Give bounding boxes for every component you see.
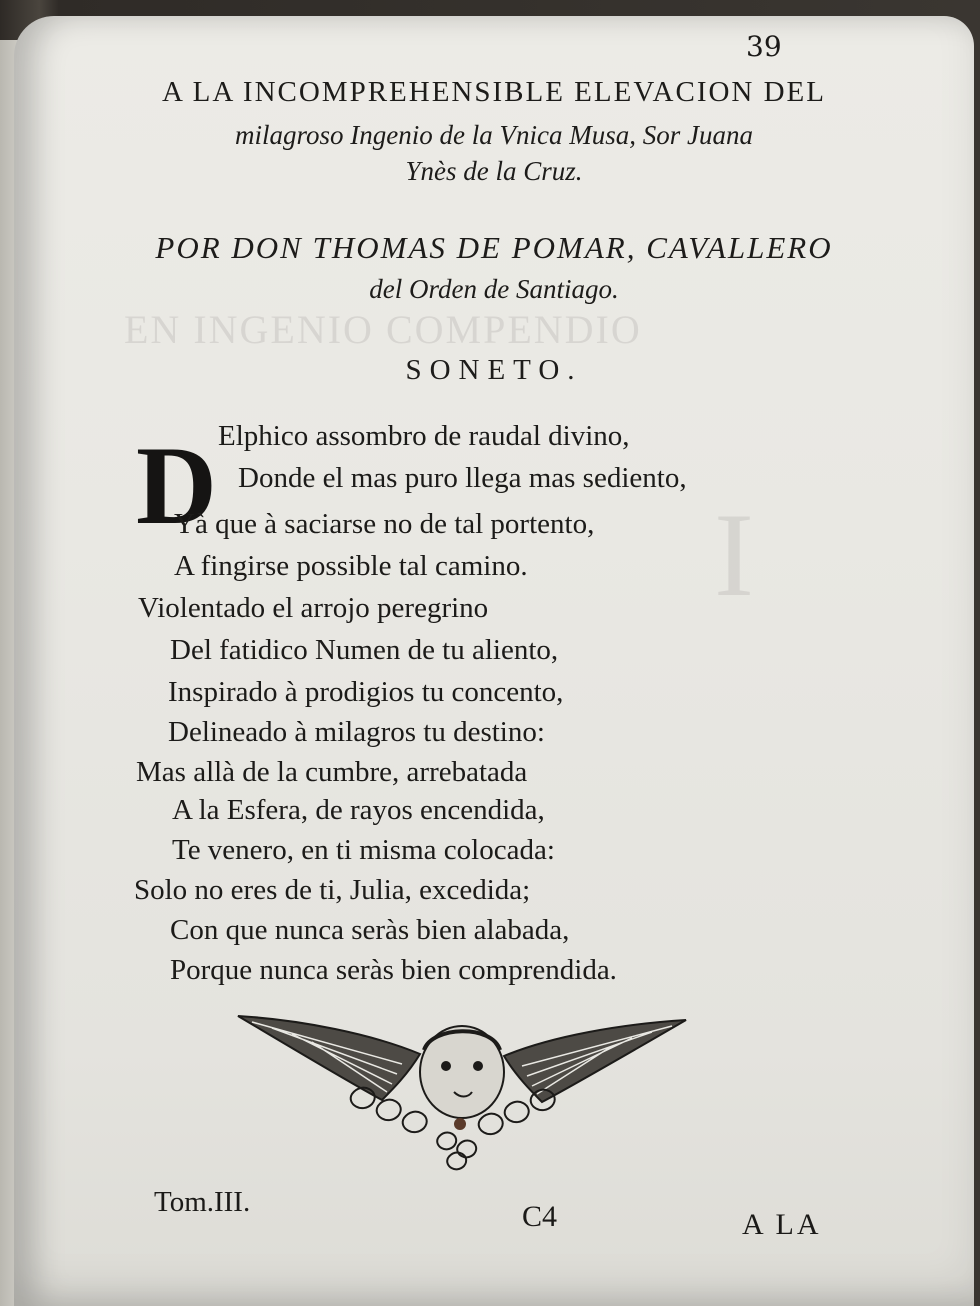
volume-signature: Tom.III.: [154, 1186, 251, 1218]
poem-line: Delineado à milagros tu destino:: [168, 716, 545, 748]
poem-line: Mas allà de la cumbre, arrebatada: [136, 756, 528, 788]
show-through-text: EN INGENIO COMPENDIO: [124, 307, 642, 352]
poem-line: Con que nunca seràs bien alabada,: [170, 914, 570, 946]
show-through-initial: I: [714, 488, 756, 621]
poem-line: Solo no eres de ti, Julia, excedida;: [134, 874, 531, 906]
poem-line: Elphico assombro de raudal divino,: [218, 420, 630, 452]
poem-line: Inspirado à prodigios tu concento,: [168, 676, 564, 708]
poem-line: Donde el mas puro llega mas sediento,: [238, 462, 687, 494]
gathering-mark: C4: [522, 1200, 558, 1233]
poem-line: A fingirse possible tal camino.: [174, 550, 528, 582]
poem-line: A la Esfera, de rayos encendida,: [172, 794, 545, 826]
book-page: [14, 16, 974, 1306]
heading-line-3: Ynès de la Cruz.: [405, 156, 583, 186]
winged-cherub-head-icon: [232, 1014, 692, 1174]
page-number: 39: [746, 30, 782, 63]
heading-line-1: A LA INCOMPREHENSIBLE ELEVACION DEL: [162, 76, 826, 108]
poem-line: Porque nunca seràs bien comprendida.: [170, 954, 617, 986]
author-order-line: del Orden de Santiago.: [369, 274, 619, 304]
author-line: POR DON THOMAS DE POMAR, CAVALLERO: [155, 230, 833, 265]
catchword: A LA: [742, 1208, 822, 1241]
poem-line: Yà que à saciarse no de tal portento,: [174, 508, 595, 540]
heading-line-2: milagroso Ingenio de la Vnica Musa, Sor Juana: [235, 120, 753, 150]
poem-title: SONETO.: [405, 354, 583, 386]
poem-line: Del fatidico Numen de tu aliento,: [170, 634, 559, 666]
drop-cap: D: [136, 424, 217, 548]
poem-line: Violentado el arrojo peregrino: [138, 592, 489, 624]
poem-line: Te venero, en ti misma colocada:: [172, 834, 555, 866]
